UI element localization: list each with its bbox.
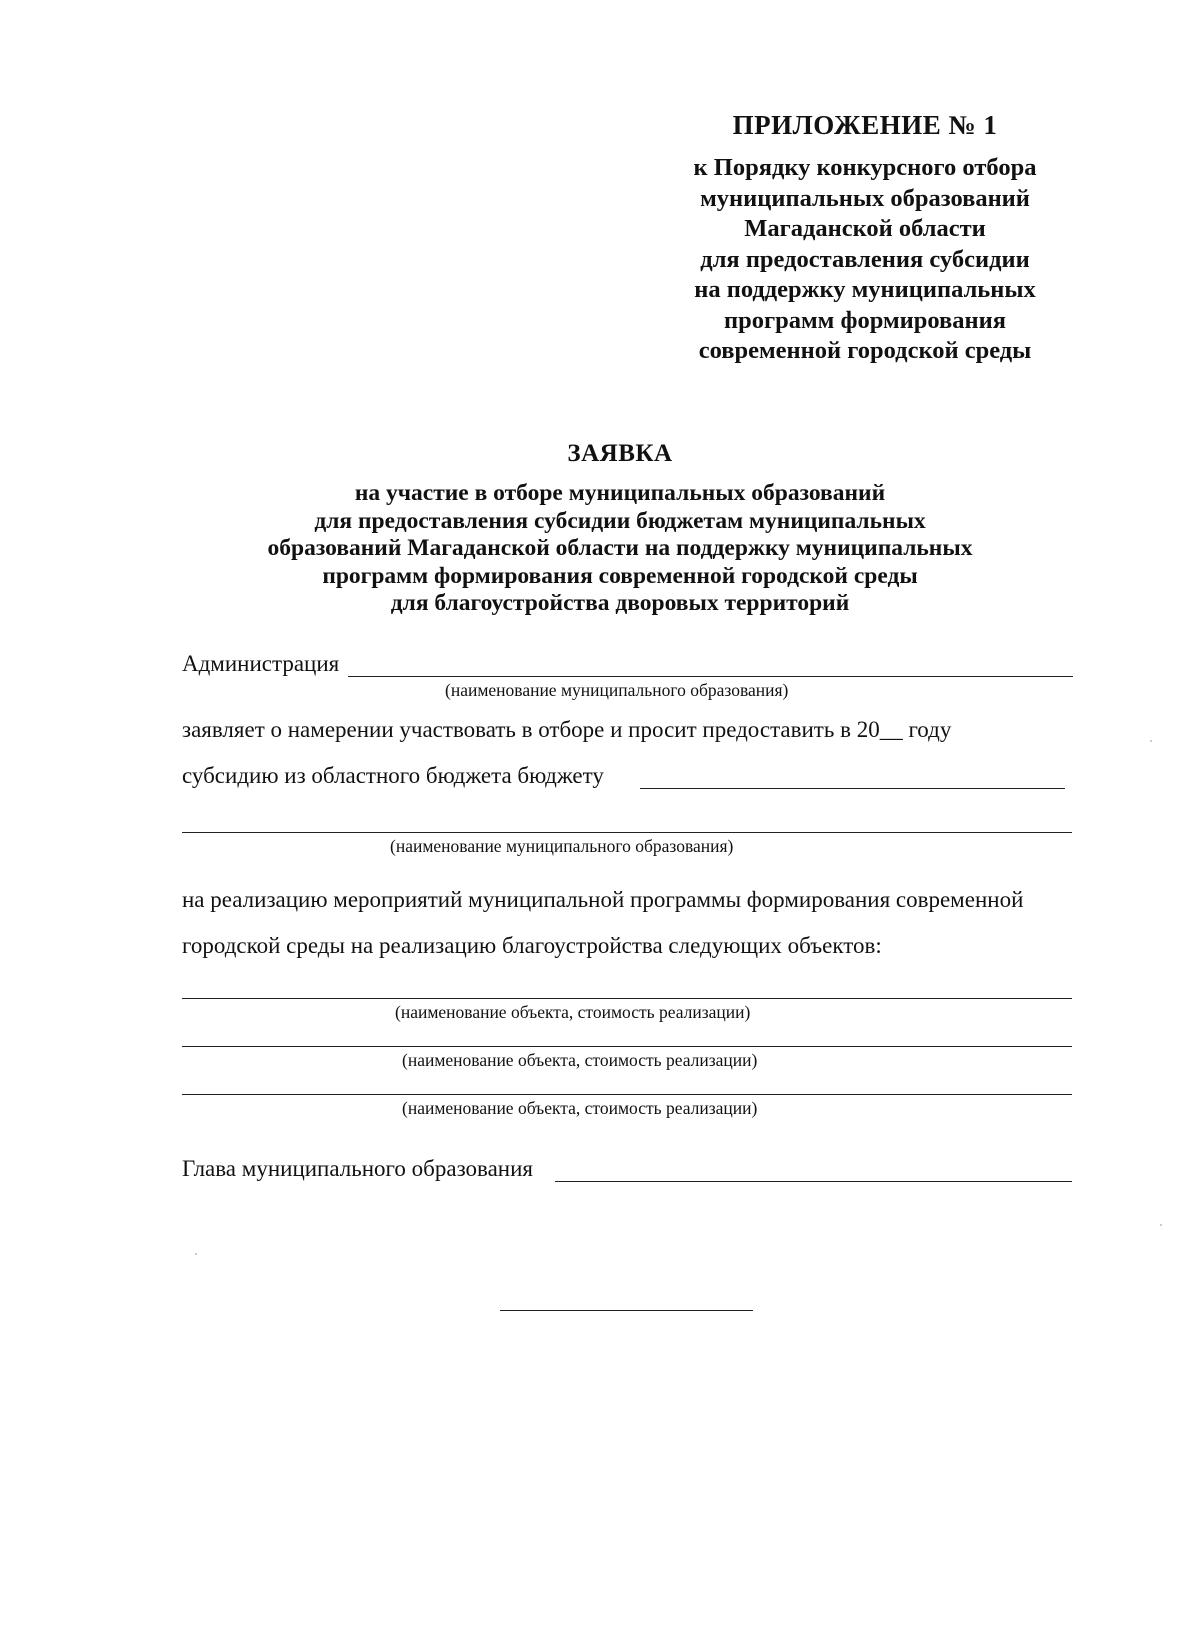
purpose-text: городской среды на реализацию благоустройства следующих объектов:: [182, 933, 882, 958]
object-blank[interactable]: [182, 998, 1072, 999]
administration-blank[interactable]: [348, 676, 1073, 677]
appendix-line: к Порядку конкурсного отбора: [693, 154, 1037, 181]
appendix-line: Магаданской области: [744, 215, 986, 242]
scan-speck: [195, 1253, 197, 1255]
application-subtitle: [120, 480, 1120, 618]
appendix-header: [655, 110, 1075, 367]
subtitle-line: для благоустройства дворовых территорий: [390, 590, 850, 616]
purpose-text: на реализацию мероприятий муниципальной программы формирования современной: [182, 887, 1024, 912]
appendix-title: ПРИЛОЖЕНИЕ № 1: [732, 110, 998, 140]
subsidy-text: субсидию из областного бюджета бюджету: [182, 763, 604, 788]
head-label: Глава муниципального образования: [182, 1156, 533, 1181]
scan-speck: [1160, 1224, 1162, 1226]
appendix-line: на поддержку муниципальных: [694, 276, 1036, 303]
subtitle-line: программ формирования современной городской среды: [322, 562, 918, 589]
municipality-caption: (наименование муниципального образования): [445, 680, 789, 700]
municipality-caption: (наименование муниципального образования): [390, 836, 734, 856]
head-signature-blank[interactable]: [555, 1181, 1072, 1182]
object-blank[interactable]: [182, 1046, 1072, 1047]
object-caption: (наименование объекта, стоимость реализации): [402, 1098, 758, 1118]
subtitle-line: на участие в отборе муниципальных образований: [354, 480, 886, 506]
subtitle-line: для предоставления субсидии бюджетам муниципальных: [314, 507, 926, 534]
closing-divider: [500, 1310, 753, 1311]
administration-label: Администрация: [182, 651, 340, 676]
appendix-line: современной городской среды: [698, 337, 1032, 364]
municipality-name-blank[interactable]: [182, 832, 1072, 833]
appendix-line: программ формирования: [724, 306, 1006, 334]
declaration-text: заявляет о намерении участвовать в отборе и просит предоставить в 20__ году: [182, 717, 952, 742]
scan-speck: [1150, 740, 1152, 742]
budget-recipient-blank[interactable]: [640, 788, 1065, 789]
subtitle-line: образований Магаданской области на поддержку муниципальных: [267, 535, 973, 561]
object-caption: (наименование объекта, стоимость реализации): [395, 1002, 751, 1022]
object-blank[interactable]: [182, 1094, 1072, 1095]
application-title: ЗАЯВКА: [567, 440, 673, 467]
appendix-line: муниципальных образований: [700, 184, 1030, 212]
object-caption: (наименование объекта, стоимость реализации): [402, 1050, 758, 1070]
appendix-line: для предоставления субсидии: [700, 245, 1030, 273]
